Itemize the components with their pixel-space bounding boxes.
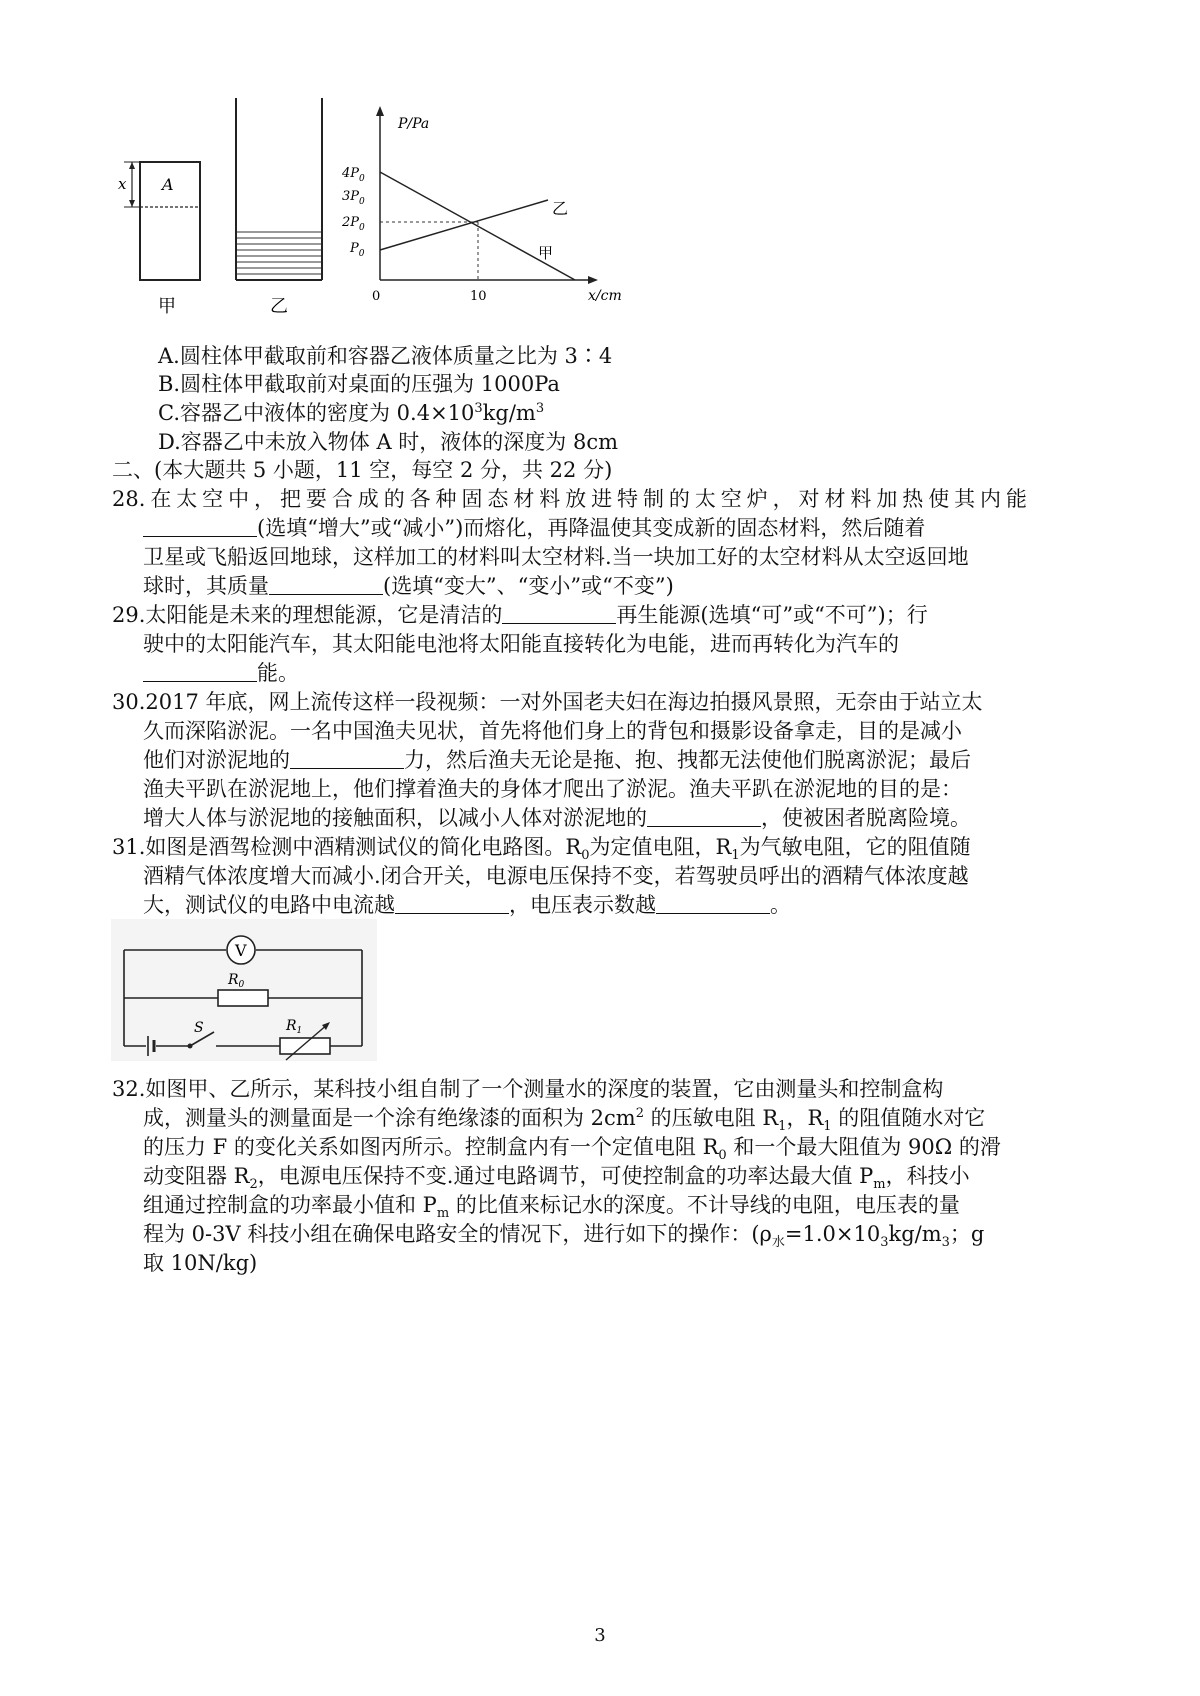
q32-line-6: 程为 0-3V 科技小组在确保电路安全的情况下，进行如下的操作：($\rho_水=1.0\times 10_3kg/m_3$；g <box>143 1222 985 1251</box>
label-jia: 甲 <box>158 296 176 317</box>
r1-label-sub: 1 <box>296 1026 303 1036</box>
q27-option-b: B.圆柱体甲截取前对桌面的压强为 1000Pa <box>158 372 560 396</box>
tick-p-sub: 0 <box>358 249 365 259</box>
tick-3p-sub: 0 <box>359 197 365 207</box>
section-2-heading: 二、(本大题共 5 小题，11 空，每空 2 分，共 22 分) <box>112 458 613 482</box>
q30-line-4: 渔夫平趴在淤泥地上，他们撑着渔夫的身体才爬出了淤泥。渔夫平趴在淤泥地的目的是： <box>143 777 962 801</box>
q31-line-3: 大，测试仪的电路中电流越 ，电压表示数越 。 <box>143 893 791 917</box>
tick-x0: 0 <box>372 289 381 304</box>
q29-line-1: 29.太阳能是未来的理想能源，它是清洁的 再生能源(选填“可”或“不可”)；行 <box>112 603 928 627</box>
r1-label: R <box>286 1018 297 1034</box>
page-number: 3 <box>594 1625 606 1646</box>
q29-blank-2[interactable] <box>143 659 257 682</box>
q32-line-3: 的压力 F 的变化关系如图丙所示。控制盒内有一个定值电阻 $R_0$ 和一个最大阻值为 90Ω 的滑 <box>143 1135 1001 1164</box>
cylinder-x-label: x <box>118 175 127 193</box>
container-liquid <box>237 232 321 274</box>
q30-blank-1[interactable] <box>290 746 404 769</box>
graph-y-label: P/Pa <box>398 116 430 132</box>
q31-blank-2[interactable] <box>656 891 770 914</box>
q30-line-2: 久而深陷淤泥。一名中国渔夫见状，首先将他们身上的背包和摄影设备拿走，目的是减小 <box>143 719 962 743</box>
r0-label-sub: 0 <box>238 980 245 990</box>
q29-line-2: 驶中的太阳能汽车，其太阳能电池将太阳能直接转化为电能，进而再转化为汽车的 <box>143 632 899 656</box>
q29-line-3: 能。 <box>143 658 299 688</box>
p-x-graph <box>341 106 622 304</box>
circuit-diagram <box>110 918 380 1063</box>
q32-line-1: 32.如图甲、乙所示，某科技小组自制了一个测量水的深度的装置，它由测量头和控制盒构 <box>112 1077 944 1101</box>
tick-2p: 2P <box>342 215 360 230</box>
svg-text:2P0 <box>341 215 365 233</box>
graph-x-label: x/cm <box>588 288 622 304</box>
switch-label: S <box>194 1020 204 1036</box>
resistor-r1 <box>280 1038 330 1054</box>
q28-line-4: 球时，其质量 (选填“变大”、“变小”或“不变”) <box>143 574 674 598</box>
voltmeter-label: V <box>235 941 247 960</box>
tick-4p: 4P <box>342 166 360 181</box>
q27-option-d: D.容器乙中未放入物体 A 时，液体的深度为 8cm <box>158 430 618 454</box>
q29-blank-1[interactable] <box>502 601 616 624</box>
q32-line-7: 取 10N/kg) <box>143 1251 258 1275</box>
pressure-figure <box>110 90 650 335</box>
q27-option-c-text: C.容器乙中液体的密度为 0.4×10 <box>158 401 475 425</box>
line-yi <box>380 200 548 250</box>
svg-text:4P0 <box>341 166 365 184</box>
tick-4p-sub: 0 <box>359 174 365 184</box>
q28-blank-1[interactable] <box>143 514 257 537</box>
q30-line-3: 他们对淤泥地的 力，然后渔夫无论是拖、抱、拽都无法使他们脱离淤泥；最后 <box>143 748 971 772</box>
tick-x10: 10 <box>470 289 487 304</box>
q28-line-1: 28.在太空中，把要合成的各种固态材料放进特制的太空炉，对材料加热使其内能 <box>112 487 1027 511</box>
q28-line-3: 卫星或飞船返回地球，这样加工的材料叫太空材料.当一块加工好的太空材料从太空返回地 <box>143 545 969 569</box>
q32-line-2: 成，测量头的测量面是一个涂有绝缘漆的面积为 $2cm^2$ 的压敏电阻 $R_1$，$R_1$ 的阻值随水对它 <box>143 1106 986 1135</box>
resistor-r0 <box>218 990 268 1006</box>
curve-jia-label: 甲 <box>538 244 554 262</box>
q32-line-4: 动变阻器 $R_2$，电源电压保持不变.通过电路调节，可使控制盒的功率达最大值 $P_m$，科技小 <box>143 1164 970 1193</box>
label-yi: 乙 <box>270 296 288 317</box>
q31-blank-1[interactable] <box>395 891 509 914</box>
q28-line-2: (选填“增大”或“减小”)而熔化，再降温使其变成新的固态材料，然后随着 <box>143 513 925 543</box>
q31-line-1: 31.如图是酒驾检测中酒精测试仪的简化电路图。$R_0$为定值电阻，$R_1$为气敏电阻，它的阻值随 <box>112 835 971 864</box>
q30-blank-2[interactable] <box>647 804 761 827</box>
tick-3p: 3P <box>342 189 360 204</box>
q31-line-2: 酒精气体浓度增大而减小.闭合开关，电源电压保持不变，若驾驶员呼出的酒精气体浓度越 <box>143 864 969 888</box>
q27-option-c: C.容器乙中液体的密度为 $0.4\times 10^3kg/m^3$ <box>158 401 545 425</box>
q30-line-5: 增大人体与淤泥地的接触面积，以减小人体对淤泥地的 ，使被困者脱离险境。 <box>143 806 971 830</box>
svg-text:3P0 <box>342 189 365 207</box>
q27-option-a: A.圆柱体甲截取前和容器乙液体质量之比为 3∶4 <box>158 344 613 368</box>
line-jia <box>380 172 575 280</box>
tick-2p-sub: 0 <box>359 223 365 233</box>
svg-text:P0 <box>349 241 365 259</box>
r0-label: R <box>228 972 239 988</box>
cylinder-a-label: A <box>162 175 174 194</box>
q32-line-5: 组通过控制盒的功率最小值和 $P_m$ 的比值来标记水的深度。不计导线的电阻，电压表的量 <box>143 1193 960 1222</box>
curve-yi-label: 乙 <box>552 199 569 218</box>
q28-blank-2[interactable] <box>269 572 383 595</box>
q30-line-1: 30.2017 年底，网上流传这样一段视频：一对外国老夫妇在海边拍摄风景照，无奈由于站立太 <box>112 690 983 714</box>
tick-p: P <box>350 241 359 256</box>
